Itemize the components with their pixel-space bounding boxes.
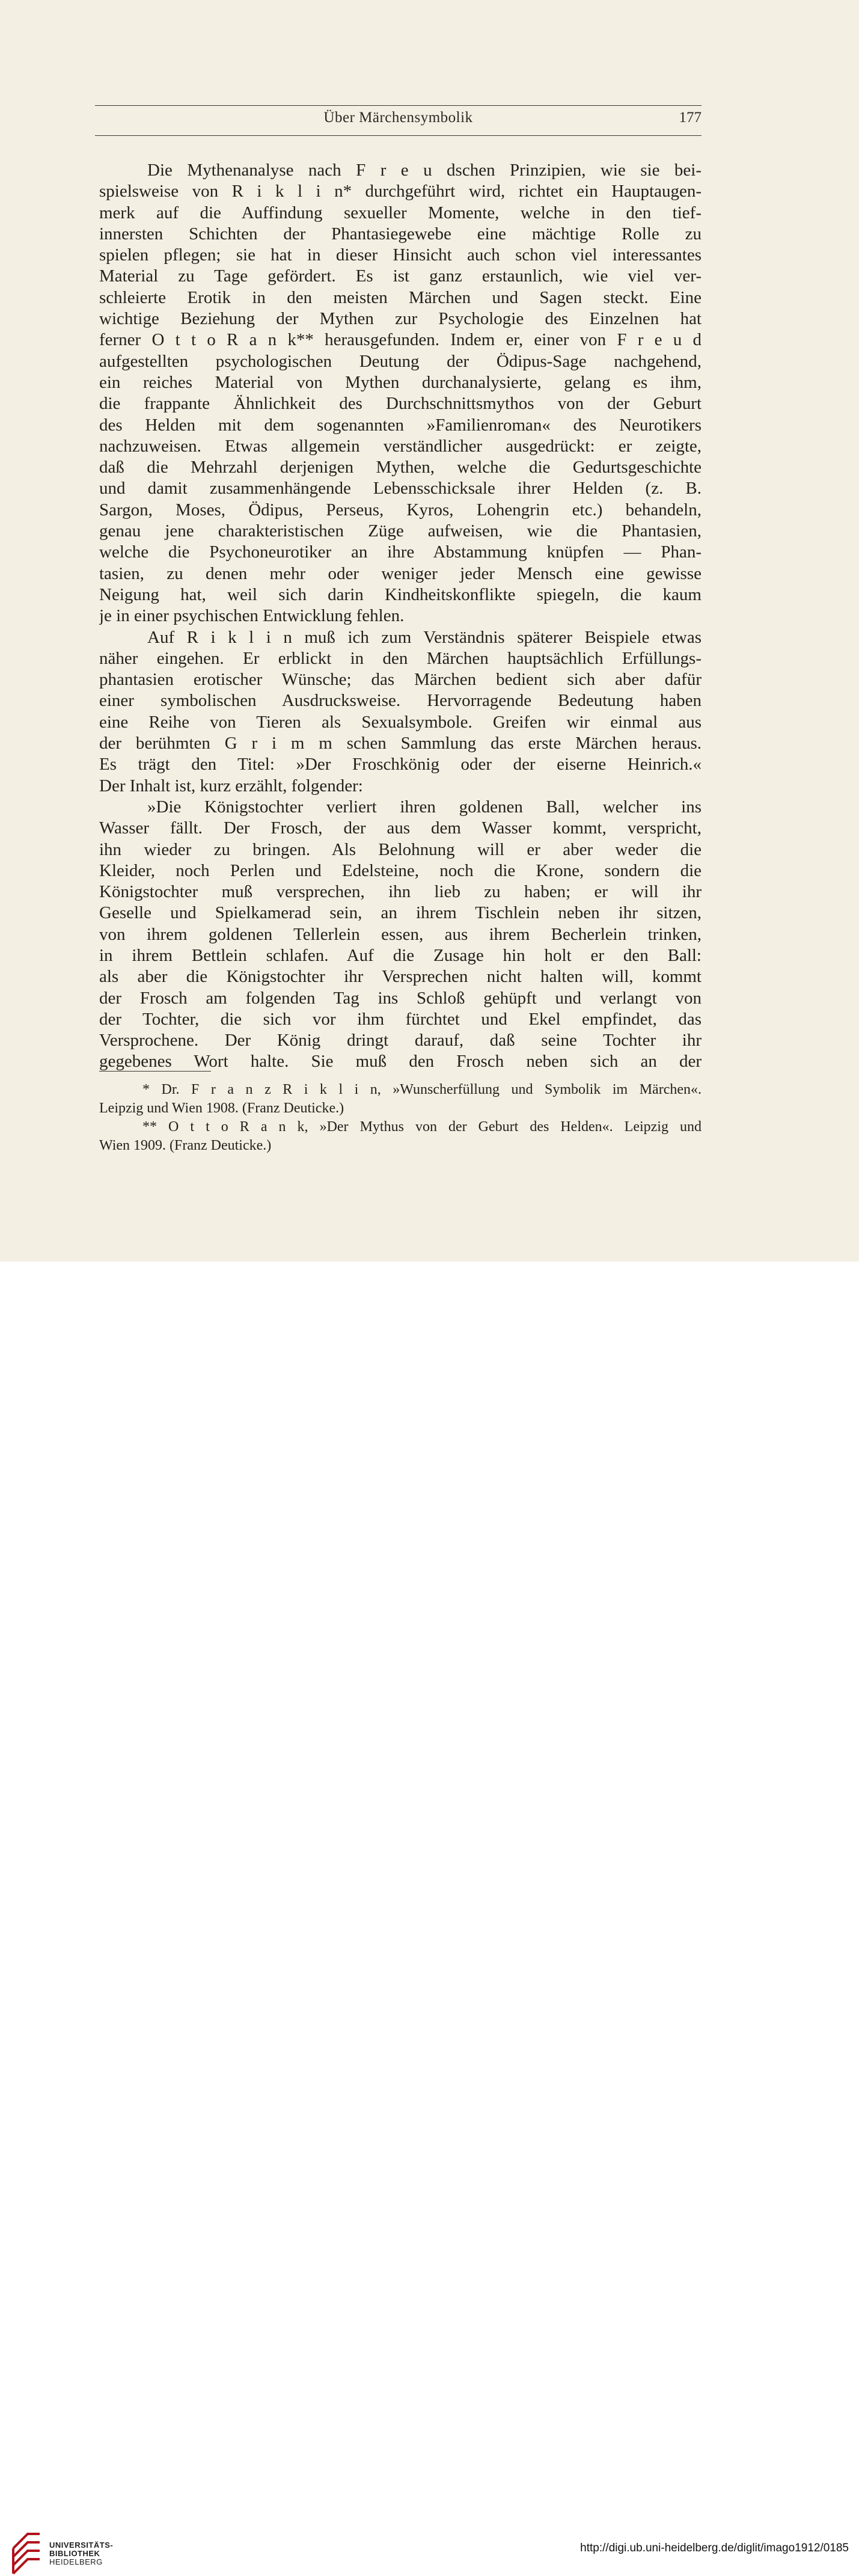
library-name [49, 2541, 113, 2566]
text-line: Es trägt den Titel: »Der Froschkönig oder der eiserne Heinrich.« [99, 755, 702, 774]
text-line: Sargon, Moses, Ödipus, Perseus, Kyros, Lohengrin etc.) behandeln, [99, 500, 702, 520]
header-top-rule [95, 105, 702, 106]
text-line: eine Reihe von Tieren als Sexualsymbole. Greifen wir einmal aus [99, 712, 702, 732]
library-name-line-3: HEIDELBERG [49, 2557, 103, 2566]
library-name-line-2: BIBLIOTHEK [49, 2549, 100, 2558]
text-line: Material zu Tage gefördert. Es ist ganz erstaunlich, wie viel ver- [99, 266, 702, 286]
text-line: von ihrem goldenen Tellerlein essen, aus ihrem Becherlein trinken, [99, 924, 702, 944]
footnote-rule [99, 1071, 211, 1072]
text-line: Wasser fällt. Der Frosch, der aus dem Wasser kommt, verspricht, [99, 818, 702, 838]
footer-bar [0, 1262, 859, 2566]
text-line: Königstochter muß versprechen, ihn lieb zu haben; er will ihr [99, 882, 702, 902]
text-line: der Frosch am folgenden Tag ins Schloß gehüpft und verlangt von [99, 988, 702, 1008]
text-line: des Helden mit dem sogenannten »Familienroman« des Neurotikers [99, 415, 702, 435]
footnote-line: Wien 1909. (Franz Deuticke.) [99, 1138, 272, 1153]
scanned-page [0, 0, 859, 1262]
footnote-line: * Dr. F r a n z R i k l i n, »Wunscherfüllung und Symbolik im Märchen«. [142, 1082, 702, 1097]
text-line: Kleider, noch Perlen und Edelsteine, noch die Krone, sondern die [99, 860, 702, 880]
text-line: Neigung hat, weil sich darin Kindheitskonflikte spiegeln, die kaum [99, 584, 702, 604]
text-line: spielsweise von R i k l i n* durchgeführt wird, richtet ein Hauptaugen- [99, 182, 702, 201]
permalink-url[interactable]: http://digi.ub.uni-heidelberg.de/diglit/imago1912/0185 [580, 2542, 849, 2554]
text-line: tasien, zu denen mehr oder weniger jeder Mensch eine gewisse [99, 563, 702, 583]
text-line: gegebenes Wort halte. Sie muß den Frosch neben sich an der [99, 1052, 702, 1072]
text-line: spielen pflegen; sie hat in dieser Hinsicht auch schon viel interessantes [99, 245, 702, 265]
text-line: Der Inhalt ist, kurz erzählt, folgender: [99, 776, 363, 796]
text-line: ein reiches Material von Mythen durchanalysierte, gelang es ihm, [99, 372, 702, 392]
library-logo-icon [10, 2530, 43, 2576]
text-line: ihn wieder zu bringen. Als Belohnung will er aber weder die [99, 839, 702, 859]
text-line: der berühmten G r i m m schen Sammlung das erste Märchen heraus. [99, 734, 702, 753]
text-line: merk auf die Auffindung sexueller Momente, welche in den tief- [99, 203, 702, 222]
text-line: schleierte Erotik in den meisten Märchen und Sagen steckt. Eine [99, 287, 702, 307]
text-line: phantasien erotischer Wünsche; das Märchen bedient sich aber dafür [99, 670, 702, 690]
text-line: innersten Schichten der Phantasiegewebe eine mächtige Rolle zu [99, 224, 702, 244]
text-line: Die Mythenanalyse nach F r e u dschen Prinzipien, wie sie bei- [147, 161, 702, 180]
footnote-line: ** O t t o R a n k, »Der Mythus von der Geburt des Helden«. Leipzig und [142, 1119, 702, 1135]
header-bottom-rule [95, 135, 702, 136]
text-line: »Die Königstochter verliert ihren goldenen Ball, welcher ins [147, 797, 702, 817]
text-line: als aber die Königstochter ihr Versprechen nicht halten will, kommt [99, 967, 702, 987]
text-line: Versprochene. Der König dringt darauf, daß seine Tochter ihr [99, 1031, 702, 1050]
text-line: näher eingehen. Er erblickt in den Märchen hauptsächlich Erfüllungs- [99, 648, 702, 668]
text-line: welche die Psychoneurotiker an ihre Abstammung knüpfen — Phan- [99, 542, 702, 562]
text-line: Auf R i k l i n muß ich zum Verständnis späterer Beispiele etwas [147, 627, 702, 647]
body-text [99, 160, 702, 1073]
text-line: Geselle und Spielkamerad sein, an ihrem Tischlein neben ihr sitzen, [99, 903, 702, 923]
text-line: einer symbolischen Ausdrucksweise. Hervorragende Bedeutung haben [99, 691, 702, 711]
footnotes [99, 1081, 702, 1155]
footnote-line: Leipzig und Wien 1908. (Franz Deuticke.) [99, 1100, 344, 1116]
text-line: je in einer psychischen Entwicklung fehlen. [99, 606, 405, 626]
text-line: in ihrem Bettlein schlafen. Auf die Zusage hin holt er den Ball: [99, 945, 702, 965]
page-number: 177 [679, 109, 702, 126]
text-line: wichtige Beziehung der Mythen zur Psychologie des Einzelnen hat [99, 309, 702, 329]
text-line: der Tochter, die sich vor ihm fürchtet und Ekel empfindet, das [99, 1009, 702, 1029]
running-title: Über Märchensymbolik [323, 109, 473, 126]
text-line: nachzuweisen. Etwas allgemein verständlicher ausgedrückt: er zeigte, [99, 436, 702, 456]
text-line: die frappante Ähnlichkeit des Durchschnittsmythos von der Geburt [99, 394, 702, 414]
text-line: ferner O t t o R a n k** herausgefunden. Indem er, einer von F r e u d [99, 330, 702, 350]
text-line: aufgestellten psychologischen Deutung der Ödipus-Sage nachgehend, [99, 351, 702, 371]
text-line: und damit zusammenhängende Lebensschicksale ihrer Helden (z. B. [99, 479, 702, 498]
text-line: daß die Mehrzahl derjenigen Mythen, welche die Gedurtsgeschichte [99, 458, 702, 477]
library-name-line-1: UNIVERSITÄTS- [49, 2541, 114, 2550]
text-line: genau jene charakteristischen Züge aufweisen, wie die Phantasien, [99, 521, 702, 541]
